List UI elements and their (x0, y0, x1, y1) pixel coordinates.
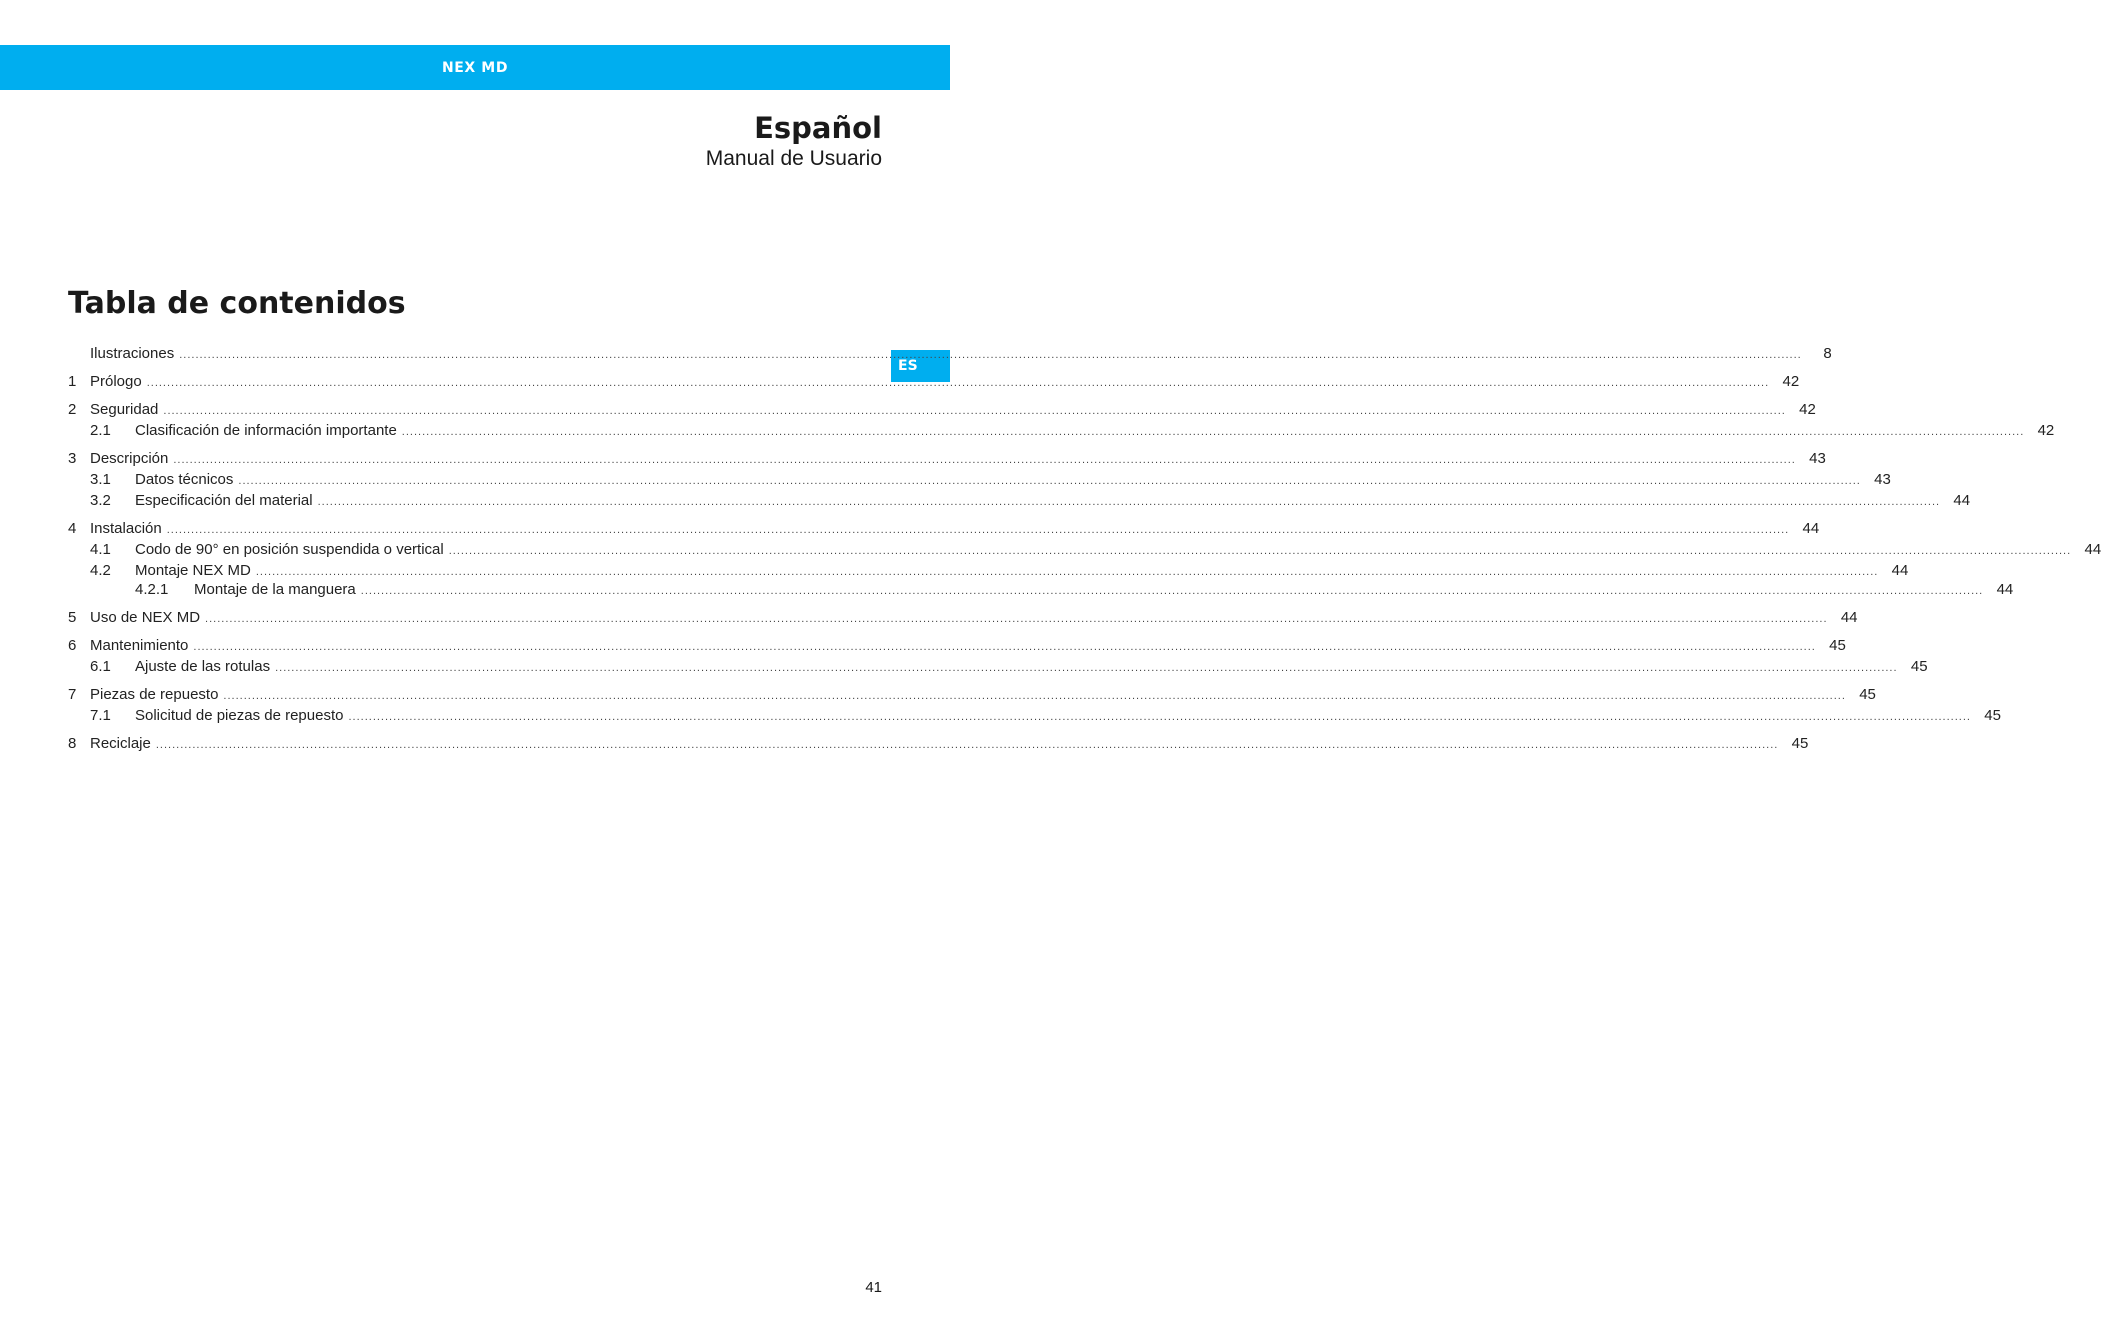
toc-entry-number: 2.1 (90, 422, 111, 439)
toc-dot-leader: ................................................................................................................................................................................................................................................................................................................................................................................................................ (238, 475, 1861, 487)
manual-subtitle: Manual de Usuario (705, 147, 882, 170)
product-name: NEX MD (441, 59, 509, 76)
toc-entry[interactable] (68, 450, 1826, 470)
toc-entry-label: Seguridad (90, 401, 159, 418)
toc-entry[interactable] (68, 707, 2001, 727)
toc-entry-page: 45 (1791, 735, 1809, 752)
toc-entry-label: Datos técnicos (135, 471, 234, 488)
toc-dot-leader: ................................................................................................................................................................................................................................................................................................................................................................................................................ (166, 524, 1790, 536)
toc-entry-label: Uso de NEX MD (90, 609, 201, 626)
toc-entry-label: Clasificación de información importante (135, 422, 397, 439)
toc-entry-page: 45 (1910, 658, 1928, 675)
toc-entry[interactable] (68, 345, 1832, 365)
toc-entry[interactable] (68, 401, 1816, 421)
toc-entry[interactable] (68, 658, 1928, 678)
language-title: Español (754, 111, 882, 145)
toc-entry-page: 45 (1829, 637, 1846, 654)
toc-entry-number: 1 (68, 373, 77, 390)
toc-entry[interactable] (68, 581, 2014, 601)
toc-entry-page: 44 (1996, 581, 2014, 598)
toc-dot-leader: ................................................................................................................................................................................................................................................................................................................................................................................................................ (146, 377, 1770, 389)
toc-entry-page: 44 (1891, 562, 1909, 579)
toc-entry[interactable] (68, 686, 1876, 706)
toc-entry-label: Prólogo (90, 373, 142, 390)
toc-heading: Tabla de contenidos (68, 286, 406, 321)
toc-entry-label: Montaje NEX MD (135, 562, 251, 579)
toc-entry[interactable] (68, 422, 2055, 442)
toc-entry[interactable] (68, 471, 1891, 491)
toc-entry[interactable] (68, 735, 1809, 755)
toc-entry-number: 8 (68, 735, 77, 752)
toc-entry-label: Instalación (90, 520, 162, 537)
toc-dot-leader: ................................................................................................................................................................................................................................................................................................................................................................................................................ (205, 613, 1828, 625)
toc-entry-number: 2 (68, 401, 77, 418)
toc-entry[interactable] (68, 541, 2101, 561)
toc-entry-number: 3.2 (90, 492, 111, 509)
toc-entry-page: 44 (1953, 492, 1971, 509)
toc-entry-page: 42 (1799, 401, 1816, 418)
toc-entry-page: 8 (1823, 345, 1832, 362)
toc-dot-leader: ................................................................................................................................................................................................................................................................................................................................................................................................................ (179, 349, 1802, 361)
toc-entry-label: Descripción (90, 450, 169, 467)
toc-entry-page: 44 (1840, 609, 1858, 626)
toc-entry[interactable] (68, 373, 1800, 393)
toc-dot-leader: ................................................................................................................................................................................................................................................................................................................................................................................................................ (255, 566, 1879, 578)
toc-entry[interactable] (68, 520, 1820, 540)
toc-entry-label: Mantenimiento (90, 637, 189, 654)
toc-entry-label: Solicitud de piezas de repuesto (135, 707, 344, 724)
toc-dot-leader: ................................................................................................................................................................................................................................................................................................................................................................................................................ (173, 454, 1796, 466)
toc-entry[interactable] (68, 492, 1971, 512)
toc-entry-label: Piezas de repuesto (90, 686, 219, 703)
toc-dot-leader: ................................................................................................................................................................................................................................................................................................................................................................................................................ (275, 662, 1898, 674)
toc-dot-leader: ................................................................................................................................................................................................................................................................................................................................................................................................................ (193, 641, 1816, 653)
toc-entry[interactable] (68, 609, 1858, 629)
header-bar (0, 45, 950, 90)
toc-entry-label: Codo de 90° en posición suspendida o vertical (135, 541, 444, 558)
toc-entry[interactable] (68, 637, 1846, 657)
toc-entry-number: 6 (68, 637, 77, 654)
page-number: 41 (865, 1279, 882, 1296)
toc-entry-number: 4.1 (90, 541, 111, 558)
toc-dot-leader: ................................................................................................................................................................................................................................................................................................................................................................................................................ (223, 690, 1846, 702)
toc-dot-leader: ................................................................................................................................................................................................................................................................................................................................................................................................................ (163, 405, 1786, 417)
language-tab[interactable]: ES (891, 350, 950, 382)
toc-entry-number: 3.1 (90, 471, 111, 488)
toc-entry-label: Ajuste de las rotulas (135, 658, 271, 675)
toc-entry[interactable] (68, 562, 1909, 582)
toc-entry-page: 43 (1874, 471, 1891, 488)
toc-dot-leader: ................................................................................................................................................................................................................................................................................................................................................................................................................ (317, 496, 1941, 508)
toc-entry-number: 4 (68, 520, 77, 537)
toc-dot-leader: ................................................................................................................................................................................................................................................................................................................................................................................................................ (448, 545, 2072, 557)
toc-entry-number: 3 (68, 450, 77, 467)
toc-entry-number: 4.2.1 (135, 581, 169, 598)
toc-entry-page: 43 (1809, 450, 1826, 467)
toc-entry-number: 7 (68, 686, 77, 703)
toc-entry-page: 42 (2037, 422, 2055, 439)
toc-entry-page: 42 (1782, 373, 1800, 390)
toc-entry-label: Ilustraciones (90, 345, 175, 362)
toc-entry-number: 6.1 (90, 658, 111, 675)
toc-entry-label: Reciclaje (90, 735, 151, 752)
toc-dot-leader: ................................................................................................................................................................................................................................................................................................................................................................................................................ (401, 426, 2025, 438)
toc-entry-number: 4.2 (90, 562, 111, 579)
toc-entry-label: Especificación del material (135, 492, 313, 509)
toc-entry-page: 44 (1802, 520, 1820, 537)
toc-dot-leader: ................................................................................................................................................................................................................................................................................................................................................................................................................ (360, 585, 1984, 597)
toc-entry-page: 45 (1859, 686, 1876, 703)
toc-entry-page: 45 (1984, 707, 2001, 724)
toc-dot-leader: ................................................................................................................................................................................................................................................................................................................................................................................................................ (348, 711, 1971, 723)
toc-entry-page: 44 (2084, 541, 2101, 558)
toc-entry-number: 7.1 (90, 707, 111, 724)
toc-entry-label: Montaje de la manguera (194, 581, 356, 598)
toc-dot-leader: ................................................................................................................................................................................................................................................................................................................................................................................................................ (155, 739, 1779, 751)
toc-entry-number: 5 (68, 609, 77, 626)
